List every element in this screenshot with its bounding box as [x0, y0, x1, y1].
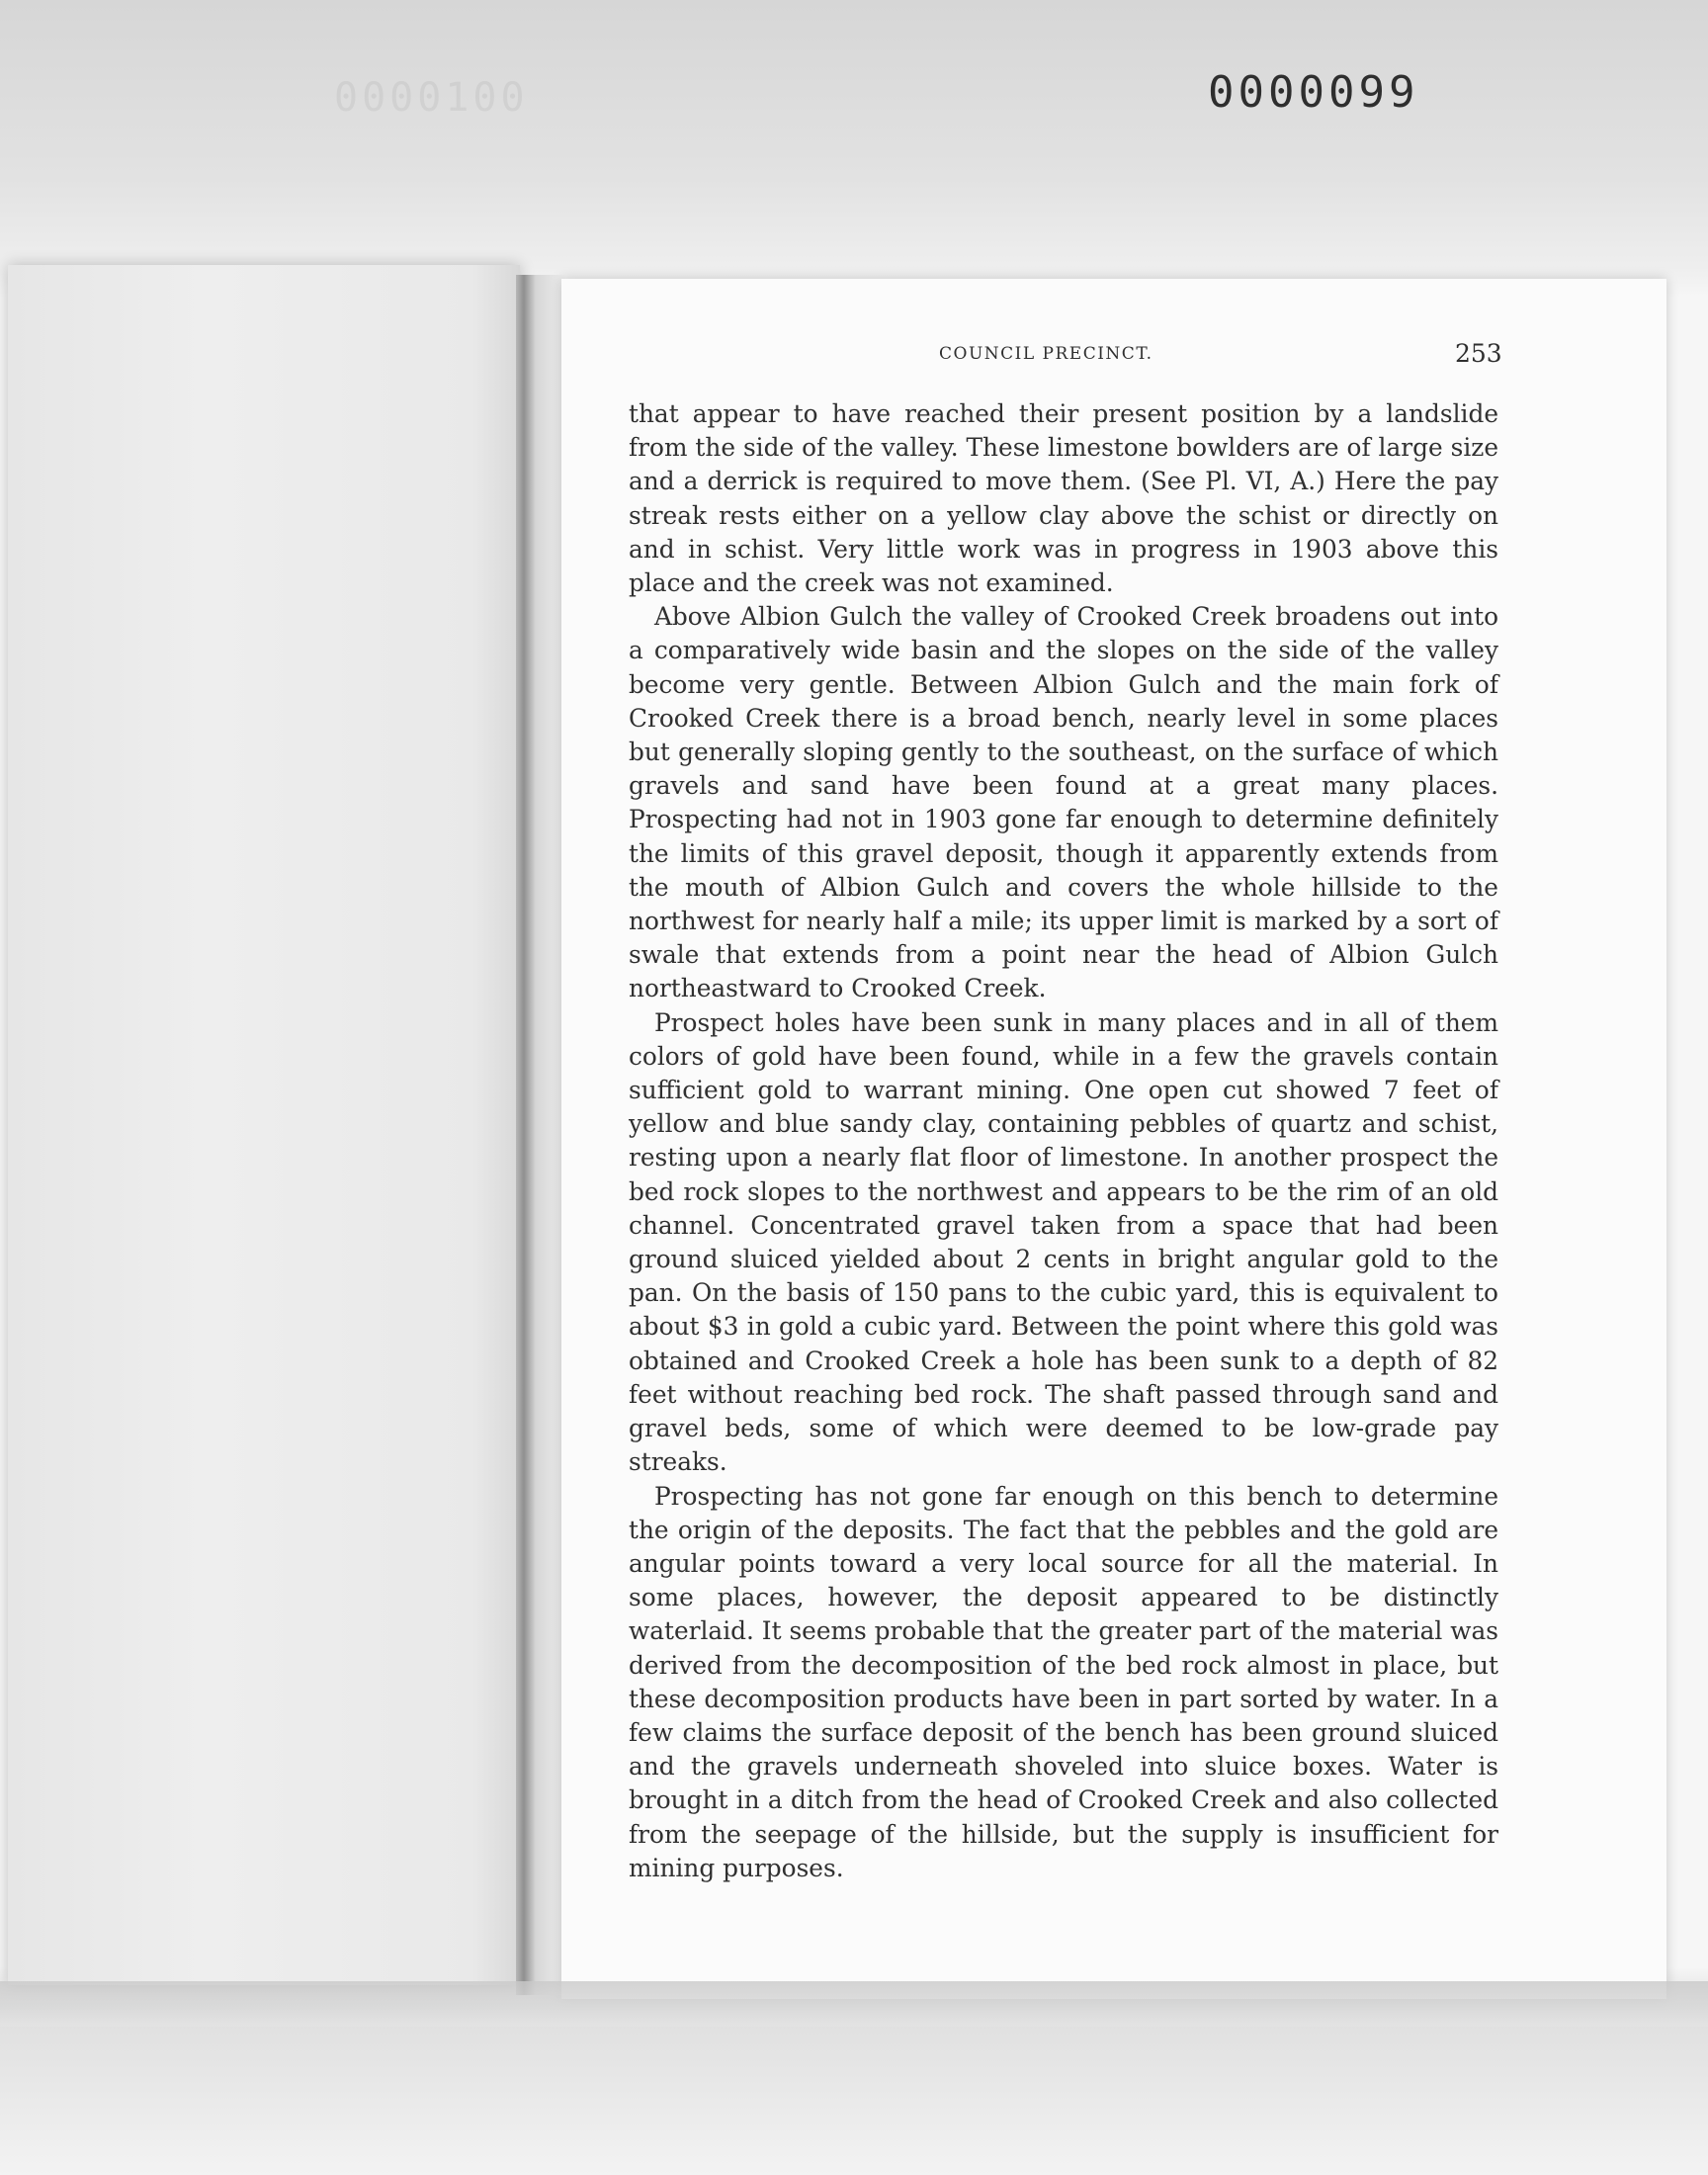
paragraph: that appear to have reached their present position by a landslide from the side of the valley. These limestone bowlders are of large size and a derrick is required to move them. (See Pl. VI, A.) Here the pay streak rests either on a yellow clay above the schist or directly on and in schist. Very little work was in progress in 1903 above this place and the creek was not examined.	[629, 399, 1498, 598]
paragraph: Prospecting has not gone far enough on this bench to determine the origin of the deposits. The fact that the pebbles and the gold are angular points toward a very local source for all the material. In some places, however, the deposit appeared to be distinctly waterlaid. It seems probable that the greater part of the material was derived from the decomposition of the bed rock almost in place, but these decomposition products have been in part sorted by water. In a few claims the surface deposit of the bench has been ground sluiced and the gravels underneath shoveled into sluice boxes. Water is brought in a ditch from the head of Crooked Creek and also collected from the seepage of the hillside, but the supply is insufficient for mining purposes.	[629, 1481, 1498, 1882]
running-head: COUNCIL PRECINCT.	[939, 344, 1153, 364]
left-page-blank	[8, 265, 520, 1985]
scan-bottom-shadow	[0, 1981, 1708, 2027]
bleed-through-stamp: 0000100	[334, 75, 529, 121]
paragraph: Above Albion Gulch the valley of Crooked Creek broadens out into a comparatively wide basin and the slopes on the side of the valley become very gentle. Between Albion Gulch and the main fork of Crooked Creek there is a broad bench, nearly level in some places but generally sloping gently to the southeast, on the surface of which gravels and sand have been found at a great many places. Prospecting had not in 1903 gone far enough to determine definitely the limits of this gravel deposit, though it apparently extends from the mouth of Albion Gulch and covers the whole hillside to the northwest for nearly half a mile; its upper limit is marked by a sort of swale that extends from a point near the head of Albion Gulch northeastward to Crooked Creek.	[629, 602, 1498, 1003]
page-number: 253	[1455, 339, 1502, 368]
book-gutter	[516, 275, 565, 1995]
body-text	[629, 397, 1498, 1885]
paragraph: Prospect holes have been sunk in many places and in all of them colors of gold have been found, while in a few the gravels contain sufficient gold to warrant mining. One open cut showed 7 feet of yellow and blue sandy clay, containing pebbles of quartz and schist, resting upon a nearly flat floor of limestone. In another prospect the bed rock slopes to the northwest and appears to be the rim of an old channel. Concentrated gravel taken from a space that had been ground sluiced yielded about 2 cents in bright angular gold to the pan. On the basis of 150 pans to the cubic yard, this is equivalent to about $3 in gold a cubic yard. Between the point where this gold was obtained and Crooked Creek a hole has been sunk to a depth of 82 feet without reaching bed rock. The shaft passed through sand and gravel beds, some of which were deemed to be low-grade pay streaks.	[629, 1007, 1498, 1477]
archive-stamp-number: 0000099	[1208, 67, 1419, 118]
